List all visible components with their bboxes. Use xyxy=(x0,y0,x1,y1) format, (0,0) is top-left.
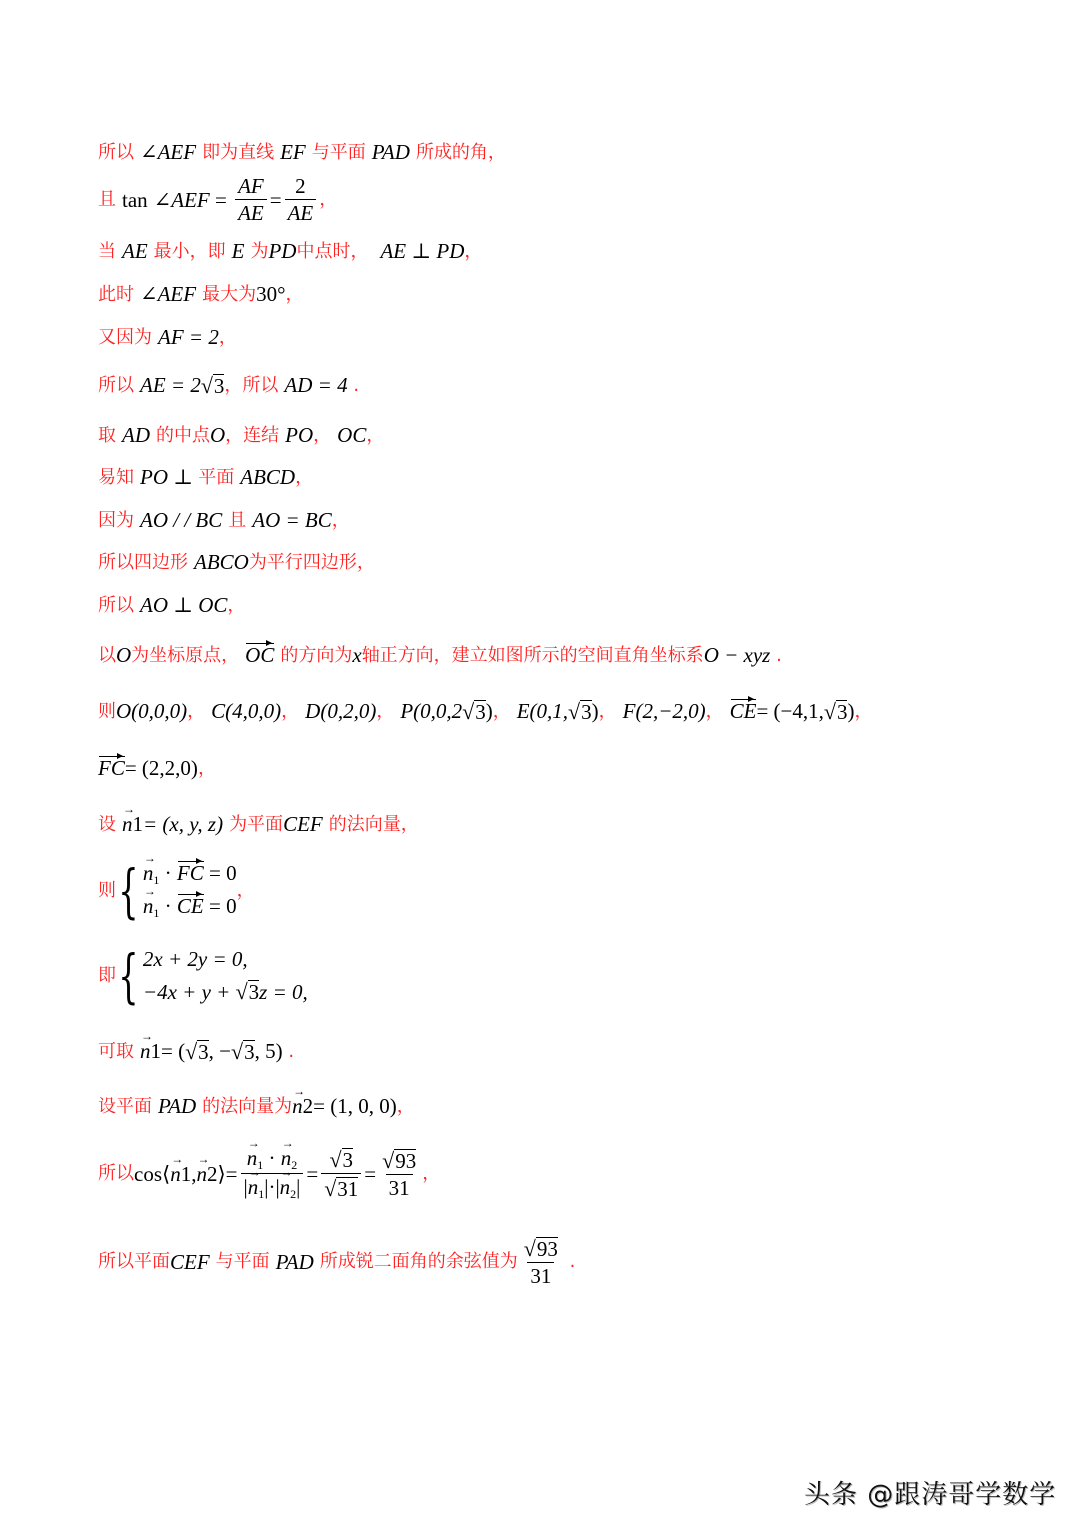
vector-ce: CE xyxy=(729,699,757,724)
fraction-2-ae: $\frac{2}{AE}$ xyxy=(285,176,317,224)
line-9: 因为 AO / / BC 且 AO = BC ， xyxy=(98,508,350,532)
line-14: FC = (2,2,0) ， xyxy=(98,756,216,780)
line-8: 易知 PO ⊥ 平面 ABCD ， xyxy=(98,465,314,489)
line-6: 所以 AE = 2 √ 3 ， 所以 AD = 4 . xyxy=(98,373,360,399)
line-3: 当 AE 最小，即 E 为 PD 中点时， AE ⊥ PD ， xyxy=(98,239,483,263)
line-10: 所以四边形 ABCO 为平行四边形， xyxy=(98,550,375,574)
line-15: 设 → n 1 = (x, y, z) 为平面 CEF 的法向量， xyxy=(98,814,419,835)
line-21-conclusion: 所以平面 CEF 与平面 PAD 所成锐二面角的余弦值为 √ 93 31 . xyxy=(98,1236,576,1289)
line-5: 又因为 AF = 2 ， xyxy=(98,325,237,349)
line-2: 且 tan ∠ AEF = $\frac{AF}{AE}$ = $\frac{2}{AE}$ ， xyxy=(98,174,338,225)
line-7: 取 AD 的中点 O ，连结 PO ， OC ， xyxy=(98,423,385,447)
left-brace: { xyxy=(118,942,139,1010)
line-13: 则 O(0,0,0) ， C(4,0,0) ， D(0,2,0) ， P(0,0,2 √ 3 ) ， E(0,1, √ 3 ) ， F(2,−2,0) ， CE = (−4,1, √ 3 ) ， xyxy=(98,699,873,725)
line-20: 所以 cos ⟨ → n 1 , → n 2 ⟩ = → $\frac{n_1 \cdot \to n_2}{|\to n_1|\cdot|\to n_2|}$ = √ 3 √ 31 = √ 93 31 ， xyxy=(98,1148,440,1200)
vector-fc: FC xyxy=(98,756,125,780)
fraction-answer-sqrt93-31: √ 93 31 xyxy=(523,1236,558,1289)
fraction-sqrt3-sqrt31: √ 3 √ 31 xyxy=(321,1148,361,1200)
line-16-system: 则 { → $n_1$ · FC = 0 → $n_1$ · CE = 0 ， xyxy=(98,862,255,920)
line-19: 设平面 PAD 的法向量为 → n 2 = (1, 0, 0) ， xyxy=(98,1096,415,1117)
line-12: 以 O 为坐标原点， OC 的方向为 x 轴正方向，建立如图所示的空间直角坐标系 O − xyz . xyxy=(98,643,782,667)
fraction-dot-over-norms: → $\frac{n_1 \cdot \to n_2}{|\to n_1|\cdot|\to n_2|}$ xyxy=(241,1148,304,1200)
line-18: 可取 → n 1 = ( √ 3 , − √ 3 , 5) . xyxy=(98,1040,294,1063)
fraction-af-ae: $\frac{AF}{AE}$ xyxy=(235,176,267,224)
line-1: 所以 ∠ AEF 即为直线 EF 与平面 PAD 所成的角， xyxy=(98,140,506,164)
left-brace: { xyxy=(118,857,139,925)
watermark: 头条 @跟涛哥学数学 xyxy=(804,1480,1057,1510)
line-4: 此时 ∠ AEF 最大为 30° ， xyxy=(98,282,304,306)
line-17-system: 即 { 2x + 2y = 0, −4x + y + √ 3 z = 0, xyxy=(98,942,308,1010)
fraction-sqrt93-31: √ 93 31 xyxy=(382,1148,417,1201)
line-11: 所以 AO ⊥ OC ， xyxy=(98,593,246,617)
vector-oc: OC xyxy=(245,643,275,667)
